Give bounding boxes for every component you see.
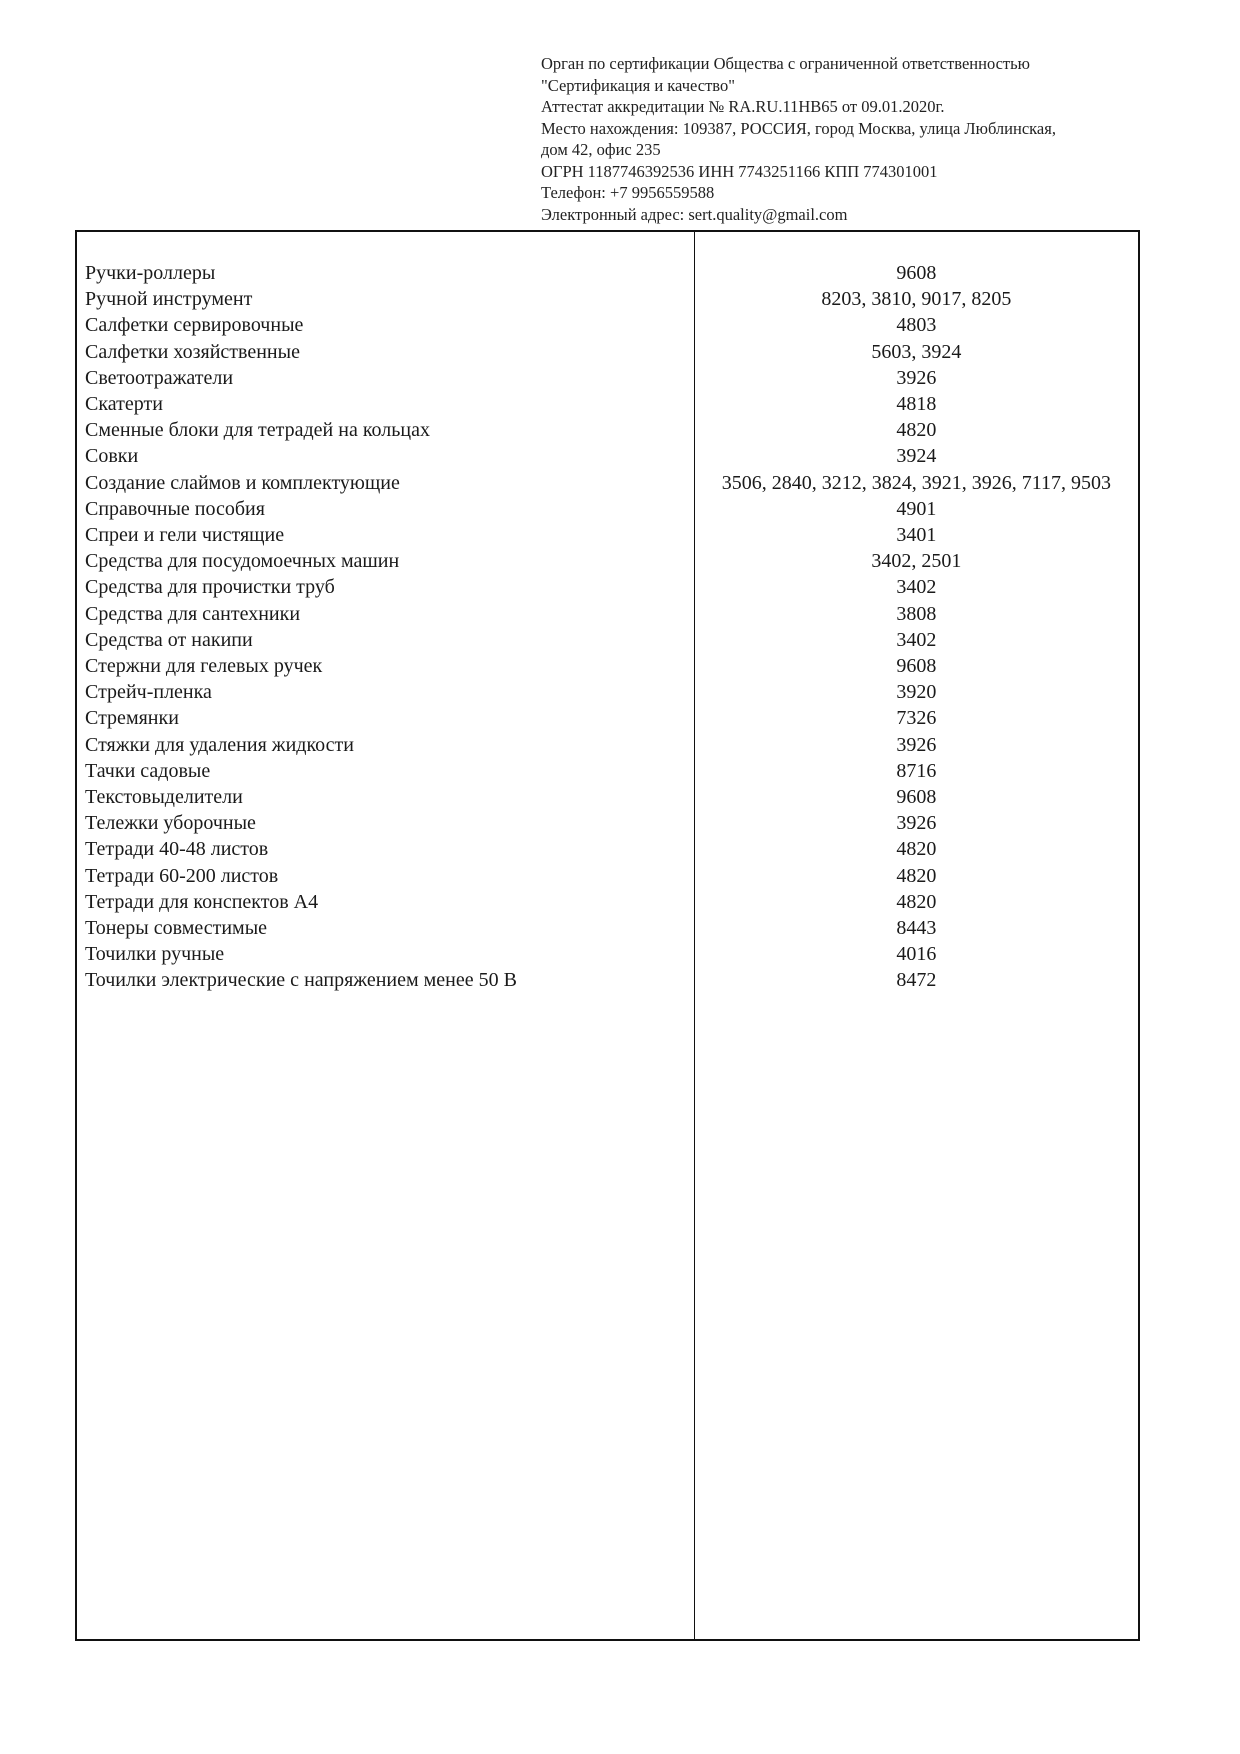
product-name: Тетради 60-200 листов <box>85 864 279 887</box>
product-name: Создание слаймов и комплектующие <box>85 471 400 494</box>
header-line-email: Электронный адрес: sert.quality@gmail.com <box>541 204 848 224</box>
product-codes-table <box>75 230 1140 1641</box>
table-row <box>77 522 1138 548</box>
tn-ved-code: 3402 <box>896 576 937 599</box>
tn-ved-code: 3926 <box>896 733 937 756</box>
tn-ved-code: 4901 <box>896 497 937 520</box>
product-name: Средства для прочистки труб <box>85 576 335 599</box>
tn-ved-code: 8203, 3810, 9017, 8205 <box>821 288 1012 311</box>
table-row <box>77 941 1138 967</box>
product-name: Средства для посудомоечных машин <box>85 550 400 573</box>
product-name: Салфетки сервировочные <box>85 314 304 337</box>
product-name: Ручной инструмент <box>85 288 253 311</box>
product-name: Светоотражатели <box>85 366 234 389</box>
table-row <box>77 863 1138 889</box>
header-line-org-name: "Сертификация и качество" <box>541 75 735 95</box>
product-name: Ручки-роллеры <box>85 262 216 284</box>
product-name: Тачки садовые <box>85 759 211 782</box>
tn-ved-code: 3506, 2840, 3212, 3824, 3921, 3926, 7117, 9503 <box>721 471 1112 494</box>
product-name: Скатерти <box>85 393 163 416</box>
product-name: Салфетки хозяйственные <box>85 340 300 363</box>
product-name: Стяжки для удаления жидкости <box>85 733 354 756</box>
tn-ved-code: 4820 <box>896 419 937 442</box>
table-row <box>77 548 1138 574</box>
table-row <box>77 705 1138 731</box>
table-row <box>77 417 1138 443</box>
tn-ved-code: 4803 <box>896 314 937 337</box>
table-row <box>77 679 1138 705</box>
tn-ved-code: 4820 <box>896 838 937 861</box>
table-row <box>77 339 1138 365</box>
table-row <box>77 889 1138 915</box>
tn-ved-code: 3926 <box>896 366 937 389</box>
tn-ved-code: 3924 <box>896 445 937 468</box>
product-name: Текстовыделители <box>85 786 243 809</box>
product-name: Точилки ручные <box>85 943 225 966</box>
header-line-phone: Телефон: +7 9956559588 <box>541 183 715 202</box>
table-row <box>77 836 1138 862</box>
product-name: Сменные блоки для тетрадей на кольцах <box>85 419 430 442</box>
product-name: Тонеры совместимые <box>85 917 268 940</box>
tn-ved-code: 8472 <box>896 969 937 992</box>
table-row <box>77 732 1138 758</box>
table-row <box>77 758 1138 784</box>
table-row <box>77 967 1138 993</box>
header-line-address: Место нахождения: 109387, РОССИЯ, город Москва, улица Люблинская, <box>541 118 1056 138</box>
table-row <box>77 260 1138 286</box>
tn-ved-code: 3808 <box>896 602 937 625</box>
table-row <box>77 365 1138 391</box>
product-name: Средства для сантехники <box>85 602 301 625</box>
product-name: Точилки электрические с напряжением менее 50 В <box>85 969 517 992</box>
header-line-registration: ОГРН 1187746392536 ИНН 7743251166 КПП 774301001 <box>541 161 938 181</box>
tn-ved-code: 3926 <box>896 812 937 835</box>
tn-ved-code: 5603, 3924 <box>871 340 962 363</box>
table-row <box>77 601 1138 627</box>
table-row <box>77 784 1138 810</box>
product-name: Тетради 40-48 листов <box>85 838 269 861</box>
product-name: Стрейч-пленка <box>85 681 212 704</box>
product-name: Тетради для конспектов А4 <box>85 890 319 913</box>
tn-ved-code: 3402 <box>896 628 937 651</box>
tn-ved-code: 9608 <box>896 786 937 809</box>
product-name: Стремянки <box>85 707 179 730</box>
tn-ved-code: 4820 <box>896 864 937 887</box>
table-row <box>77 391 1138 417</box>
certification-body-header <box>541 53 1181 225</box>
product-name: Справочные пособия <box>85 497 265 520</box>
table-row <box>77 653 1138 679</box>
tn-ved-code: 9608 <box>896 262 937 284</box>
table-row <box>77 496 1138 522</box>
tn-ved-code: 7326 <box>896 707 937 730</box>
product-name: Тележки уборочные <box>85 812 256 835</box>
table-row <box>77 627 1138 653</box>
tn-ved-code: 4820 <box>896 890 937 913</box>
tn-ved-code: 4818 <box>896 393 937 416</box>
tn-ved-code: 3401 <box>896 524 937 547</box>
tn-ved-code: 3920 <box>896 681 937 704</box>
table-row <box>77 470 1138 496</box>
tn-ved-code: 8443 <box>896 917 937 940</box>
table-row <box>77 312 1138 338</box>
product-name: Спреи и гели чистящие <box>85 524 285 547</box>
table-row <box>77 443 1138 469</box>
product-name: Совки <box>85 445 139 468</box>
table-rows <box>77 260 1138 994</box>
tn-ved-code: 4016 <box>896 943 937 966</box>
header-line-address-cont: дом 42, офис 235 <box>541 140 661 159</box>
tn-ved-code: 9608 <box>896 655 937 678</box>
tn-ved-code: 3402, 2501 <box>871 550 962 573</box>
product-name: Средства от накипи <box>85 628 253 651</box>
table-row <box>77 574 1138 600</box>
header-line-org: Орган по сертификации Общества с ограниченной ответственностью <box>541 54 1030 73</box>
tn-ved-code: 8716 <box>896 759 937 782</box>
header-line-accreditation: Аттестат аккредитации № RA.RU.11НВ65 от 09.01.2020г. <box>541 97 945 116</box>
table-row <box>77 286 1138 312</box>
table-row <box>77 915 1138 941</box>
table-row <box>77 810 1138 836</box>
product-name: Стержни для гелевых ручек <box>85 655 323 678</box>
